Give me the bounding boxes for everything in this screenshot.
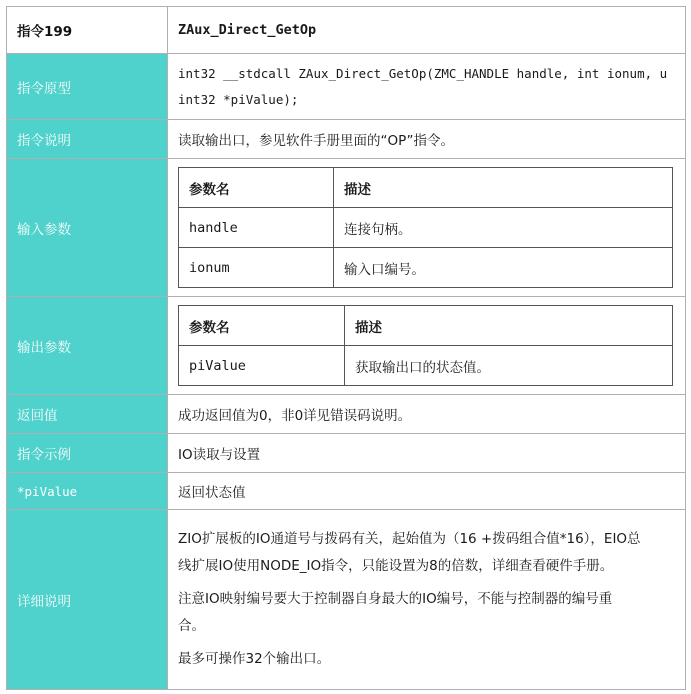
details-paragraph-2: [178, 586, 677, 640]
input-params-header: [179, 168, 673, 208]
table-row: [179, 248, 673, 288]
description-value: 读取输出口，参见软件手册里面的“OP”指令。: [168, 120, 686, 159]
pivalue-label: *piValue: [7, 473, 168, 510]
param-name: ionum: [179, 248, 334, 288]
details-paragraph-1: [178, 526, 677, 580]
details-paragraph-3: 最多可操作32个输出口。: [178, 651, 331, 667]
details-p2-line-2: 合。: [178, 618, 205, 634]
param-name: piValue: [179, 346, 345, 386]
output-params-table: [178, 305, 673, 386]
column-header-name: 参数名: [179, 306, 345, 346]
details-cell: [168, 510, 686, 690]
details-p2-line-1: 注意IO映射编号要大于控制器自身最大的IO编号，不能与控制器的编号重: [178, 591, 613, 607]
header-row: [7, 7, 686, 54]
input-params-cell: [168, 159, 686, 297]
table-row: [179, 208, 673, 248]
prototype-line-1: int32 __stdcall ZAux_Direct_GetOp(ZMC_HANDLE handle, int ionum, u: [178, 65, 668, 81]
column-header-name: 参数名: [179, 168, 334, 208]
output-params-cell: [168, 297, 686, 395]
param-name: handle: [179, 208, 334, 248]
prototype-label: 指令原型: [7, 54, 168, 120]
details-p1-line-1: ZIO扩展板的IO通道号与拨码有关，起始值为（16 +拨码组合值*16），EIO总: [178, 531, 641, 547]
pivalue-row: [7, 473, 686, 510]
prototype-value: [168, 54, 686, 120]
example-row: [7, 434, 686, 473]
example-value: IO读取与设置: [168, 434, 686, 473]
details-label: 详细说明: [7, 510, 168, 690]
table-row: [179, 346, 673, 386]
column-header-desc: 描述: [345, 306, 673, 346]
return-label: 返回值: [7, 395, 168, 434]
output-params-header: [179, 306, 673, 346]
description-label: 指令说明: [7, 120, 168, 159]
output-params-label: 输出参数: [7, 297, 168, 395]
param-desc: 连接句柄。: [334, 208, 673, 248]
command-number: 指令199: [7, 7, 168, 54]
input-params-table: [178, 167, 673, 288]
input-params-label: 输入参数: [7, 159, 168, 297]
input-params-row: [7, 159, 686, 297]
pivalue-value: 返回状态值: [168, 473, 686, 510]
details-p1-line-2: 线扩展IO使用NODE_IO指令，只能设置为8的倍数，详细查看硬件手册。: [178, 558, 614, 574]
return-value: 成功返回值为0，非0详见错误码说明。: [168, 395, 686, 434]
column-header-desc: 描述: [334, 168, 673, 208]
param-desc: 输入口编号。: [334, 248, 673, 288]
description-row: [7, 120, 686, 159]
details-row: [7, 510, 686, 690]
return-row: [7, 395, 686, 434]
prototype-row: [7, 54, 686, 120]
param-desc: 获取输出口的状态值。: [345, 346, 673, 386]
function-name: ZAux_Direct_GetOp: [168, 7, 686, 54]
api-doc-table: [6, 6, 686, 690]
output-params-row: [7, 297, 686, 395]
example-label: 指令示例: [7, 434, 168, 473]
prototype-line-2: int32 *piValue);: [178, 91, 299, 107]
